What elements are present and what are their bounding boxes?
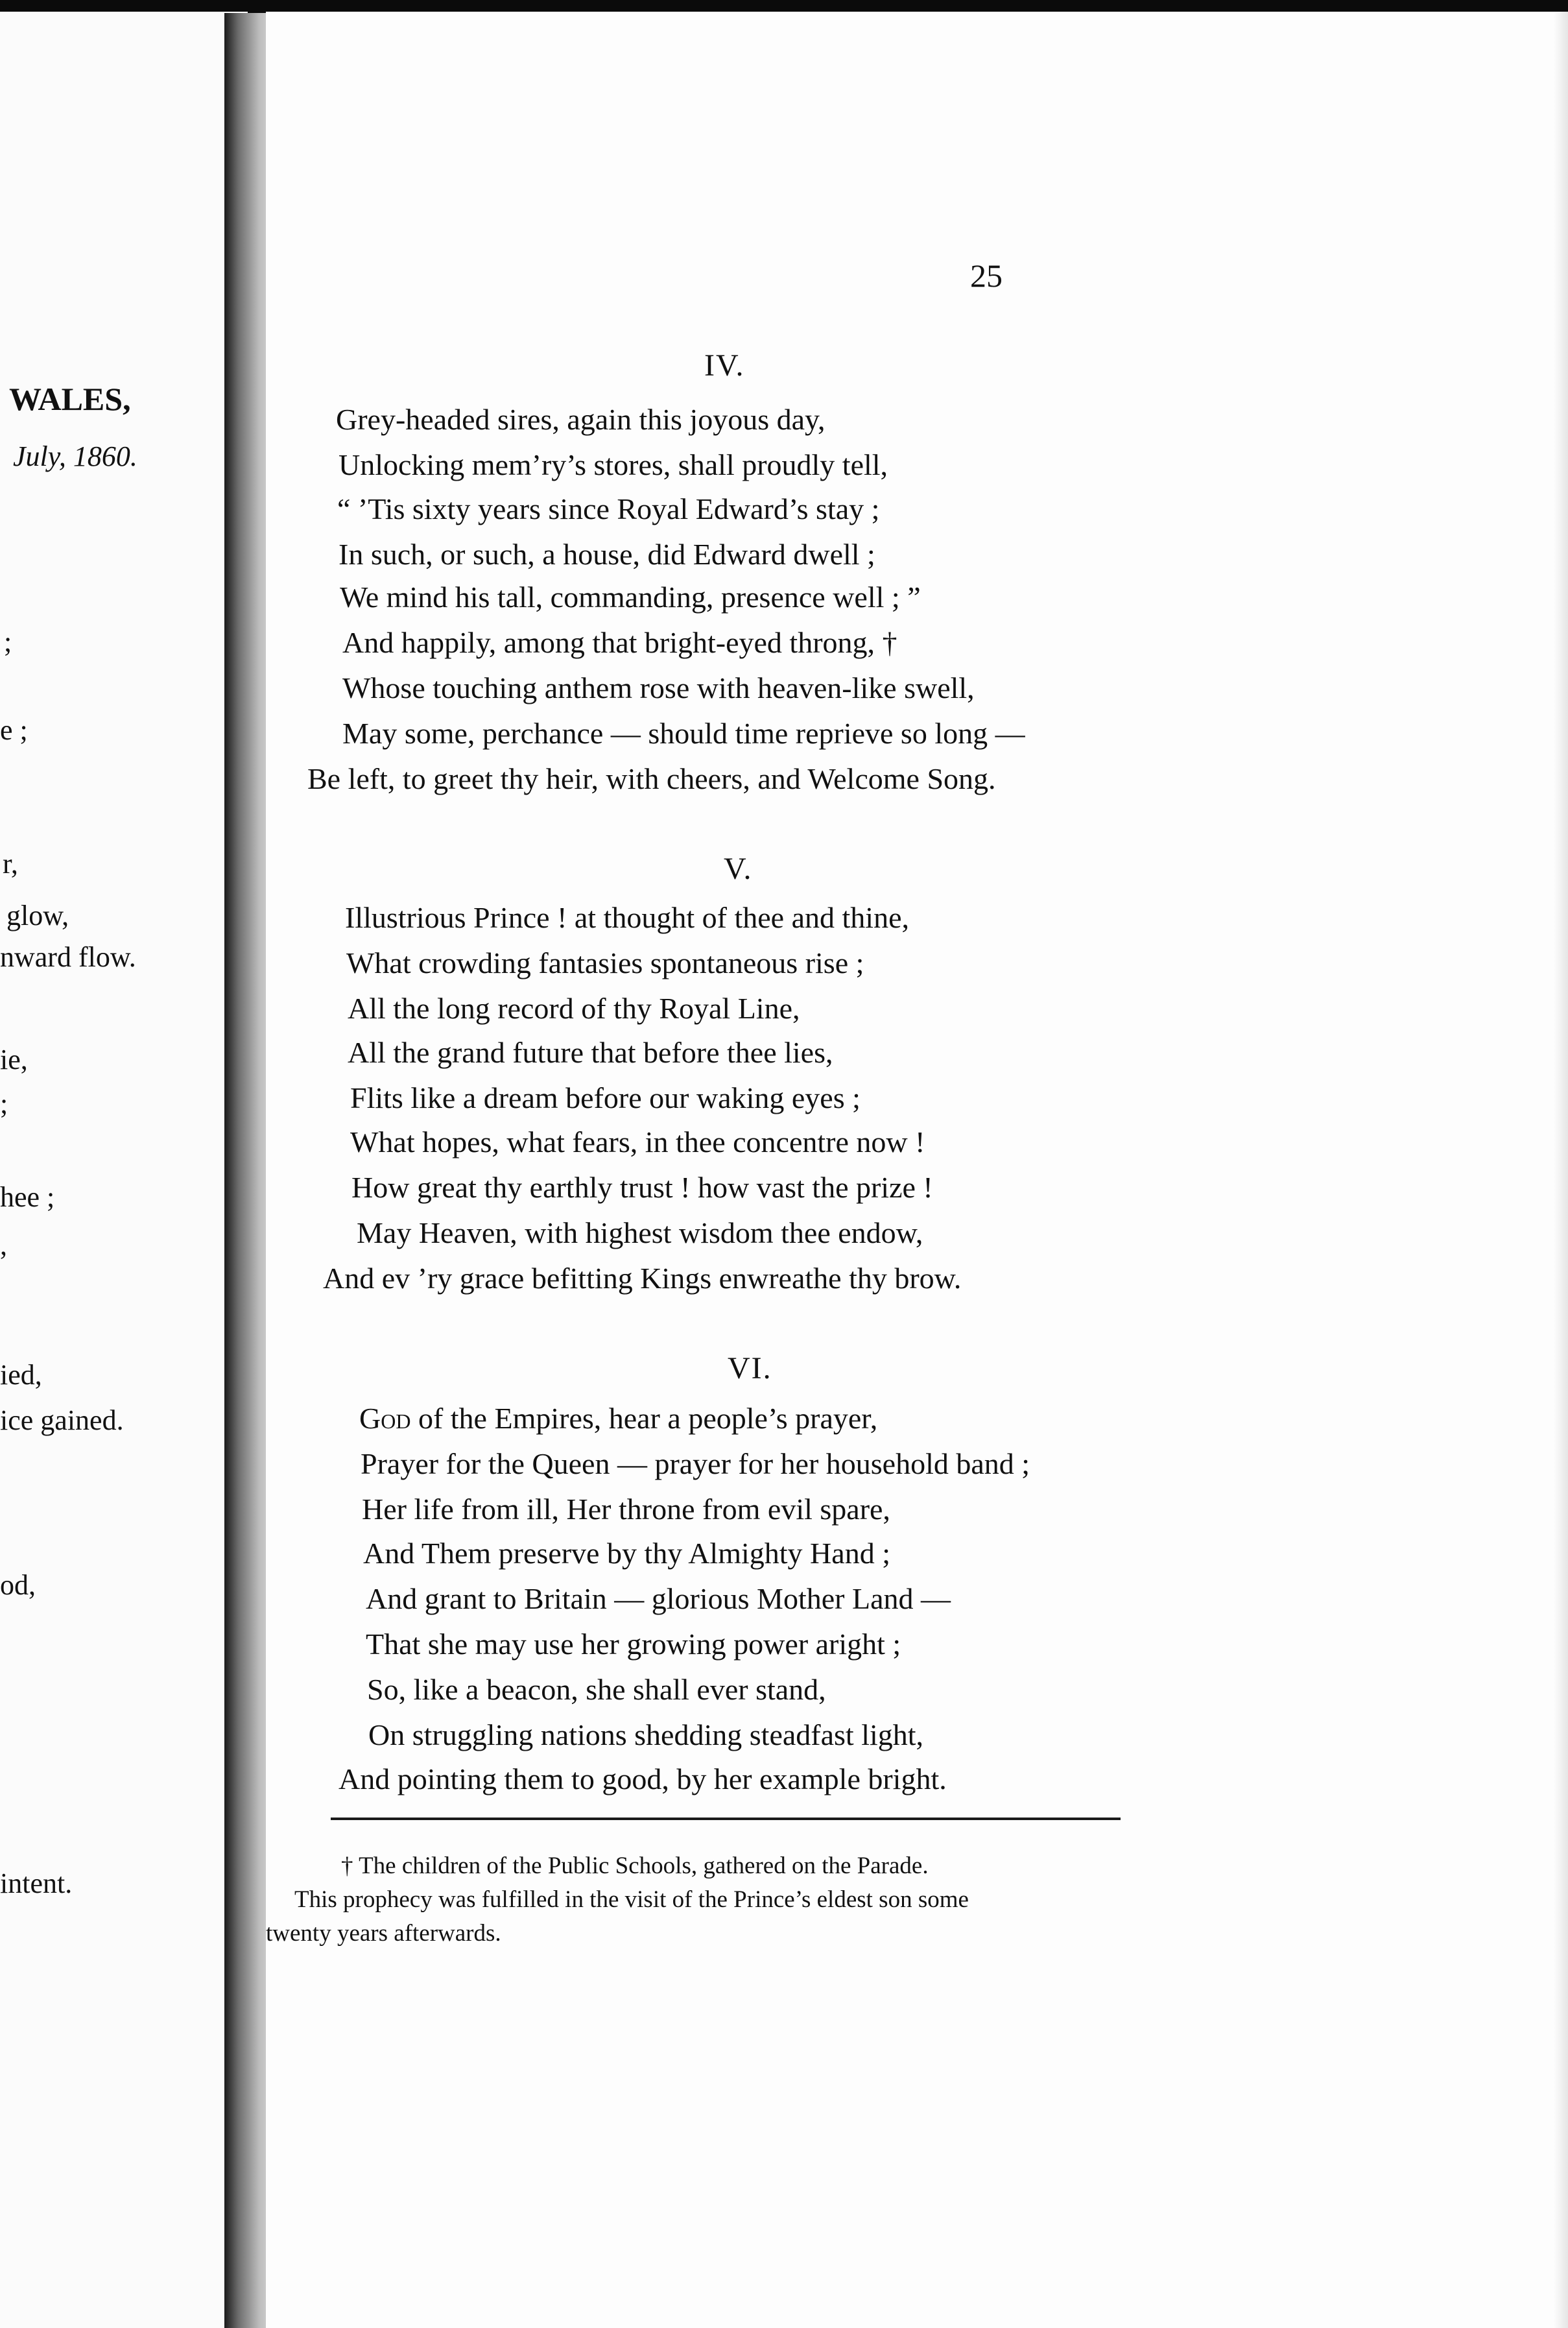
verse-line: Be left, to greet thy heir, with cheers, and Welcome Song. [307,762,996,795]
verse-line: We mind his tall, commanding, presence well ; ” [340,581,921,614]
footnote-rule [331,1818,1121,1820]
verse-line: That she may use her growing power aright ; [366,1627,901,1661]
verse-line: So, like a beacon, she shall ever stand, [367,1673,826,1706]
verse-line: And pointing them to good, by her example bright. [339,1762,947,1795]
verse-line: On struggling nations shedding steadfast light, [368,1718,924,1751]
left-fragment: od, [0,1569,36,1601]
left-fragment: intent. [0,1867,73,1899]
verse-line: Whose touching anthem rose with heaven-like swell, [342,671,975,704]
footnote: This prophecy was fulfilled in the visit of the Prince’s eldest son some [294,1886,969,1913]
verse-line: Illustrious Prince ! at thought of thee and thine, [345,901,909,934]
left-fragment: r, [3,848,18,880]
verse-line: May some, perchance — should time reprieve so long — [342,717,1025,750]
left-fragment: ; [0,1088,8,1120]
left-fragment: glow, [6,900,69,931]
verse-line: Prayer for the Queen — prayer for her household band ; [361,1447,1030,1480]
right-page [266,12,1568,2328]
left-fragment: nward flow. [0,941,136,973]
footnote: † The children of the Public Schools, gathered on the Parade. [341,1853,929,1879]
left-fragment: ; [4,626,12,658]
verse-first-word: God [359,1402,411,1435]
verse-line: All the long record of thy Royal Line, [348,992,800,1025]
verse-line: And ev ’ry grace befitting Kings enwreathe thy brow. [323,1262,962,1295]
verse-line: And happily, among that bright-eyed throng, † [342,626,897,659]
verse-line: Unlocking mem’ry’s stores, shall proudly tell, [339,448,888,481]
verse-line: And Them preserve by thy Almighty Hand ; [363,1537,890,1570]
verse-line: And grant to Britain — glorious Mother Land — [366,1582,951,1615]
left-page-heading: WALES, [9,381,131,417]
stanza-numeral: VI. [728,1351,772,1386]
left-page [0,12,248,2328]
left-page-date: July, 1860. [13,440,137,472]
stanza-numeral: IV. [704,348,745,383]
page-number: 25 [970,258,1003,294]
left-fragment: , [0,1229,7,1261]
footnote: twenty years afterwards. [266,1920,501,1947]
left-fragment: ie, [0,1044,28,1075]
verse-line: In such, or such, a house, did Edward dwell ; [339,538,875,571]
verse-line: “ ’Tis sixty years since Royal Edward’s stay ; [337,492,880,525]
verse-line: May Heaven, with highest wisdom thee endow, [357,1216,923,1249]
page-edge-shadow [1554,12,1568,2328]
verse-line: All the grand future that before thee lies, [348,1036,833,1069]
left-fragment: e ; [0,714,28,746]
verse-line: Grey-headed sires, again this joyous day, [336,403,826,436]
verse-line: What hopes, what fears, in thee concentre now ! [350,1125,925,1158]
verse-line: What crowding fantasies spontaneous rise ; [346,946,864,979]
stanza-numeral: V. [724,852,753,886]
verse-line [359,1404,877,1434]
left-fragment: hee ; [0,1181,55,1213]
left-fragment: ice gained. [0,1404,124,1436]
verse-line: Flits like a dream before our waking eyes ; [350,1081,861,1114]
verse-line-rest: of the Empires, hear a people’s prayer, [410,1402,878,1435]
verse-line: How great thy earthly trust ! how vast the prize ! [351,1171,933,1204]
verse-line: Her life from ill, Her throne from evil spare, [362,1493,890,1526]
left-fragment: ied, [0,1359,42,1391]
